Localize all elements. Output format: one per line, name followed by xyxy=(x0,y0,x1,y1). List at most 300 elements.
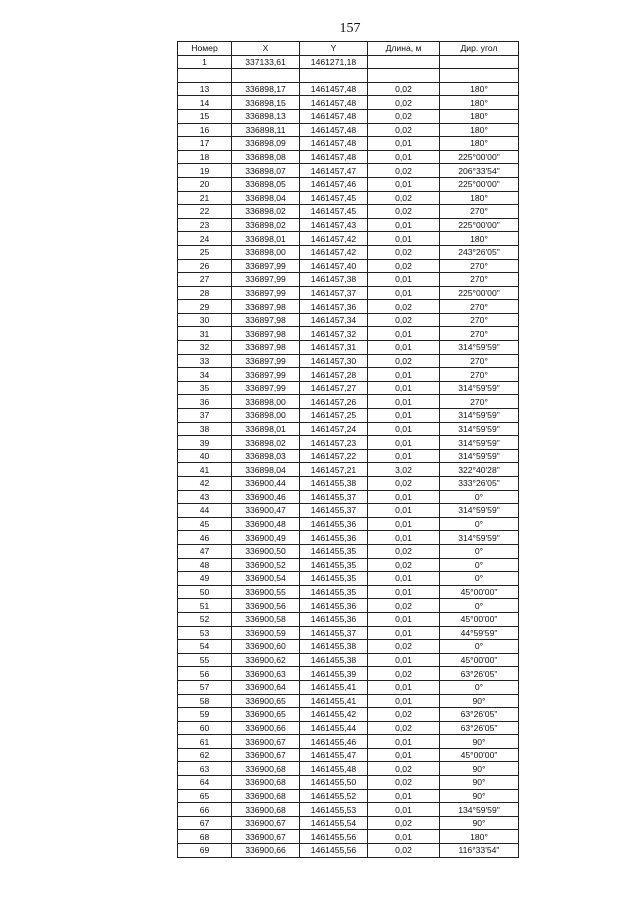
cell-length: 0,02 xyxy=(368,123,440,137)
cell-x: 336898,11 xyxy=(232,123,300,137)
cell-direction-angle: 90° xyxy=(440,694,519,708)
cell-direction-angle: 180° xyxy=(440,830,519,844)
cell-x: 336898,17 xyxy=(232,82,300,96)
cell-direction-angle: 225°00'00" xyxy=(440,150,519,164)
cell-length: 0,01 xyxy=(368,422,440,436)
cell-x: 336898,08 xyxy=(232,150,300,164)
cell-x: 336897,98 xyxy=(232,300,300,314)
cell-y: 1461457,38 xyxy=(300,273,368,287)
cell-number: 43 xyxy=(178,490,232,504)
cell-x: 336900,66 xyxy=(232,844,300,858)
cell-y: 1461455,48 xyxy=(300,762,368,776)
cell-x: 336898,01 xyxy=(232,232,300,246)
cell-direction-angle: 270° xyxy=(440,273,519,287)
cell-length: 0,02 xyxy=(368,762,440,776)
cell-direction-angle: 180° xyxy=(440,137,519,151)
cell-y: 1461457,23 xyxy=(300,436,368,450)
cell-y: 1461455,38 xyxy=(300,653,368,667)
cell-x: 336900,67 xyxy=(232,816,300,830)
cell-direction-angle: 206°33'54" xyxy=(440,164,519,178)
cell-number: 19 xyxy=(178,164,232,178)
cell-x: 336898,04 xyxy=(232,463,300,477)
cell-x: 336897,99 xyxy=(232,286,300,300)
cell-y: 1461455,37 xyxy=(300,504,368,518)
cell-length: 0,01 xyxy=(368,748,440,762)
cell-y: 1461455,37 xyxy=(300,626,368,640)
cell-length: 0,01 xyxy=(368,395,440,409)
cell-direction-angle: 270° xyxy=(440,259,519,273)
cell-length: 0,01 xyxy=(368,409,440,423)
cell-direction-angle: 180° xyxy=(440,191,519,205)
table-row xyxy=(178,422,519,436)
table-row xyxy=(178,830,519,844)
cell-x: 336900,58 xyxy=(232,612,300,626)
cell-direction-angle: 270° xyxy=(440,205,519,219)
cell-number: 14 xyxy=(178,96,232,110)
cell-x: 336900,55 xyxy=(232,585,300,599)
cell-x: 336900,44 xyxy=(232,477,300,491)
cell-direction-angle: 243°26'05" xyxy=(440,245,519,259)
cell-x: 336900,59 xyxy=(232,626,300,640)
header-number: Номер xyxy=(178,42,232,56)
cell-x: 336900,67 xyxy=(232,748,300,762)
table-row xyxy=(178,381,519,395)
cell-number: 35 xyxy=(178,381,232,395)
cell-x: 336900,48 xyxy=(232,517,300,531)
table-row xyxy=(178,191,519,205)
header-x: X xyxy=(232,42,300,56)
cell-length: 0,01 xyxy=(368,517,440,531)
table-row xyxy=(178,748,519,762)
table-row xyxy=(178,694,519,708)
cell-y: 1461457,34 xyxy=(300,313,368,327)
cell-direction-angle: 270° xyxy=(440,300,519,314)
cell-length: 0,02 xyxy=(368,205,440,219)
cell-number: 40 xyxy=(178,449,232,463)
table-row xyxy=(178,368,519,382)
cell-number: 46 xyxy=(178,531,232,545)
coordinates-table xyxy=(177,41,519,858)
cell-y: 1461457,43 xyxy=(300,218,368,232)
cell-y: 1461457,48 xyxy=(300,150,368,164)
cell-y: 1461271,18 xyxy=(300,55,368,69)
cell-y: 1461457,28 xyxy=(300,368,368,382)
cell-length: 0,02 xyxy=(368,191,440,205)
table-row xyxy=(178,626,519,640)
cell-length: 0,02 xyxy=(368,245,440,259)
table-row xyxy=(178,354,519,368)
table-row xyxy=(178,477,519,491)
cell-number: 36 xyxy=(178,395,232,409)
table-row xyxy=(178,300,519,314)
cell-y: 1461457,27 xyxy=(300,381,368,395)
cell-direction-angle: 0° xyxy=(440,544,519,558)
cell-x: 336897,99 xyxy=(232,259,300,273)
cell-length: 0,02 xyxy=(368,354,440,368)
table-row xyxy=(178,123,519,137)
cell-number: 18 xyxy=(178,150,232,164)
cell-length: 0,02 xyxy=(368,776,440,790)
cell-number: 66 xyxy=(178,803,232,817)
cell-y: 1461455,54 xyxy=(300,816,368,830)
cell-direction-angle: 225°00'00" xyxy=(440,218,519,232)
cell-x: 336897,99 xyxy=(232,368,300,382)
cell-direction-angle xyxy=(440,55,519,69)
cell-number: 56 xyxy=(178,667,232,681)
table-row xyxy=(178,137,519,151)
cell-x: 336900,65 xyxy=(232,708,300,722)
cell-number: 53 xyxy=(178,626,232,640)
cell-y: 1461457,48 xyxy=(300,123,368,137)
table-row xyxy=(178,803,519,817)
table-row xyxy=(178,640,519,654)
cell-direction-angle: 270° xyxy=(440,354,519,368)
cell-direction-angle: 45°00'00" xyxy=(440,748,519,762)
cell-length: 0,01 xyxy=(368,381,440,395)
cell-x: 336898,02 xyxy=(232,436,300,450)
cell-number: 16 xyxy=(178,123,232,137)
cell-number: 27 xyxy=(178,273,232,287)
table-row xyxy=(178,599,519,613)
cell-length: 0,01 xyxy=(368,327,440,341)
cell-length: 0,01 xyxy=(368,449,440,463)
table-row xyxy=(178,273,519,287)
cell-number xyxy=(178,69,232,83)
cell-length: 0,01 xyxy=(368,789,440,803)
cell-number: 44 xyxy=(178,504,232,518)
cell-number: 24 xyxy=(178,232,232,246)
table-row xyxy=(178,544,519,558)
cell-length: 0,01 xyxy=(368,150,440,164)
cell-length: 0,01 xyxy=(368,273,440,287)
cell-y: 1461455,38 xyxy=(300,640,368,654)
cell-length: 0,02 xyxy=(368,640,440,654)
cell-x: 336900,67 xyxy=(232,735,300,749)
cell-number: 42 xyxy=(178,477,232,491)
cell-y: 1461455,42 xyxy=(300,708,368,722)
cell-x: 336898,02 xyxy=(232,205,300,219)
table-row xyxy=(178,585,519,599)
cell-number: 28 xyxy=(178,286,232,300)
table-row xyxy=(178,721,519,735)
cell-length: 3,02 xyxy=(368,463,440,477)
cell-direction-angle: 270° xyxy=(440,368,519,382)
table-row xyxy=(178,490,519,504)
cell-y: 1461455,50 xyxy=(300,776,368,790)
cell-x xyxy=(232,69,300,83)
cell-number: 39 xyxy=(178,436,232,450)
cell-length: 0,01 xyxy=(368,531,440,545)
table-row xyxy=(178,150,519,164)
cell-y: 1461455,52 xyxy=(300,789,368,803)
cell-direction-angle: 314°59'59" xyxy=(440,409,519,423)
cell-y: 1461457,25 xyxy=(300,409,368,423)
table-row xyxy=(178,653,519,667)
cell-y: 1461455,56 xyxy=(300,830,368,844)
cell-direction-angle: 116°33'54" xyxy=(440,844,519,858)
cell-length: 0,01 xyxy=(368,680,440,694)
table-row xyxy=(178,55,519,69)
cell-y: 1461455,36 xyxy=(300,599,368,613)
cell-direction-angle: 90° xyxy=(440,776,519,790)
table-row xyxy=(178,313,519,327)
cell-number: 51 xyxy=(178,599,232,613)
cell-number: 17 xyxy=(178,137,232,151)
cell-x: 336898,00 xyxy=(232,245,300,259)
table-row xyxy=(178,205,519,219)
cell-length: 0,01 xyxy=(368,232,440,246)
cell-length: 0,02 xyxy=(368,721,440,735)
cell-number: 34 xyxy=(178,368,232,382)
cell-direction-angle: 314°59'59" xyxy=(440,422,519,436)
table-row xyxy=(178,436,519,450)
cell-length: 0,01 xyxy=(368,218,440,232)
table-row xyxy=(178,558,519,572)
table-row xyxy=(178,667,519,681)
cell-direction-angle: 333°26'05" xyxy=(440,477,519,491)
cell-length: 0,02 xyxy=(368,544,440,558)
cell-y: 1461457,42 xyxy=(300,245,368,259)
cell-number: 62 xyxy=(178,748,232,762)
cell-length: 0,02 xyxy=(368,96,440,110)
cell-x: 336898,03 xyxy=(232,449,300,463)
cell-y: 1461457,22 xyxy=(300,449,368,463)
table-row xyxy=(178,816,519,830)
cell-x: 336900,47 xyxy=(232,504,300,518)
cell-direction-angle: 314°59'59" xyxy=(440,436,519,450)
cell-length: 0,01 xyxy=(368,572,440,586)
cell-direction-angle: 322°40'28" xyxy=(440,463,519,477)
table-row xyxy=(178,109,519,123)
cell-direction-angle: 45°00'00" xyxy=(440,612,519,626)
cell-direction-angle: 0° xyxy=(440,640,519,654)
cell-y: 1461455,56 xyxy=(300,844,368,858)
cell-x: 336897,99 xyxy=(232,354,300,368)
cell-length: 0,01 xyxy=(368,626,440,640)
cell-length xyxy=(368,55,440,69)
cell-length: 0,02 xyxy=(368,558,440,572)
cell-number: 52 xyxy=(178,612,232,626)
cell-direction-angle: 90° xyxy=(440,735,519,749)
cell-length: 0,02 xyxy=(368,300,440,314)
table-row xyxy=(178,164,519,178)
cell-direction-angle: 314°59'59" xyxy=(440,504,519,518)
cell-number: 45 xyxy=(178,517,232,531)
cell-number: 15 xyxy=(178,109,232,123)
cell-length: 0,02 xyxy=(368,477,440,491)
cell-direction-angle: 225°00'00" xyxy=(440,286,519,300)
cell-number: 65 xyxy=(178,789,232,803)
table-row xyxy=(178,531,519,545)
cell-direction-angle: 90° xyxy=(440,789,519,803)
cell-y: 1461457,47 xyxy=(300,164,368,178)
cell-y: 1461457,48 xyxy=(300,109,368,123)
cell-y: 1461457,48 xyxy=(300,137,368,151)
cell-direction-angle: 270° xyxy=(440,327,519,341)
cell-direction-angle: 90° xyxy=(440,816,519,830)
cell-x: 336897,98 xyxy=(232,341,300,355)
table-row xyxy=(178,218,519,232)
table-row xyxy=(178,82,519,96)
cell-x: 336900,68 xyxy=(232,803,300,817)
cell-number: 47 xyxy=(178,544,232,558)
cell-direction-angle: 180° xyxy=(440,96,519,110)
cell-x: 336900,60 xyxy=(232,640,300,654)
table-row xyxy=(178,517,519,531)
table-row xyxy=(178,789,519,803)
cell-number: 59 xyxy=(178,708,232,722)
table-row xyxy=(178,69,519,83)
cell-x: 336897,98 xyxy=(232,327,300,341)
cell-length: 0,01 xyxy=(368,612,440,626)
cell-number: 50 xyxy=(178,585,232,599)
cell-number: 49 xyxy=(178,572,232,586)
cell-y: 1461457,21 xyxy=(300,463,368,477)
table-row xyxy=(178,245,519,259)
cell-number: 23 xyxy=(178,218,232,232)
cell-number: 20 xyxy=(178,177,232,191)
cell-length: 0,02 xyxy=(368,259,440,273)
cell-number: 55 xyxy=(178,653,232,667)
cell-x: 336900,68 xyxy=(232,789,300,803)
cell-number: 68 xyxy=(178,830,232,844)
cell-length xyxy=(368,69,440,83)
cell-direction-angle: 314°59'59" xyxy=(440,531,519,545)
cell-y xyxy=(300,69,368,83)
cell-number: 61 xyxy=(178,735,232,749)
cell-x: 336900,62 xyxy=(232,653,300,667)
cell-y: 1461457,46 xyxy=(300,177,368,191)
cell-number: 26 xyxy=(178,259,232,273)
cell-number: 22 xyxy=(178,205,232,219)
cell-x: 336898,09 xyxy=(232,137,300,151)
cell-length: 0,01 xyxy=(368,585,440,599)
cell-y: 1461455,41 xyxy=(300,694,368,708)
cell-length: 0,01 xyxy=(368,341,440,355)
cell-length: 0,01 xyxy=(368,137,440,151)
cell-number: 60 xyxy=(178,721,232,735)
cell-y: 1461457,36 xyxy=(300,300,368,314)
cell-number: 25 xyxy=(178,245,232,259)
cell-y: 1461455,39 xyxy=(300,667,368,681)
cell-y: 1461457,37 xyxy=(300,286,368,300)
cell-number: 41 xyxy=(178,463,232,477)
cell-direction-angle: 225°00'00" xyxy=(440,177,519,191)
table-row xyxy=(178,776,519,790)
table-row xyxy=(178,449,519,463)
cell-x: 336897,98 xyxy=(232,313,300,327)
cell-y: 1461457,24 xyxy=(300,422,368,436)
cell-length: 0,02 xyxy=(368,313,440,327)
cell-number: 38 xyxy=(178,422,232,436)
cell-direction-angle: 0° xyxy=(440,599,519,613)
table-row xyxy=(178,341,519,355)
cell-direction-angle: 180° xyxy=(440,109,519,123)
cell-direction-angle: 180° xyxy=(440,232,519,246)
cell-direction-angle: 270° xyxy=(440,313,519,327)
cell-direction-angle xyxy=(440,69,519,83)
cell-x: 336897,99 xyxy=(232,381,300,395)
table-row xyxy=(178,395,519,409)
cell-x: 336900,68 xyxy=(232,776,300,790)
cell-direction-angle: 270° xyxy=(440,395,519,409)
table-row xyxy=(178,232,519,246)
cell-length: 0,01 xyxy=(368,490,440,504)
cell-direction-angle: 0° xyxy=(440,680,519,694)
cell-direction-angle: 180° xyxy=(440,82,519,96)
cell-y: 1461455,35 xyxy=(300,585,368,599)
cell-x: 336900,66 xyxy=(232,721,300,735)
cell-length: 0,01 xyxy=(368,830,440,844)
cell-x: 337133,61 xyxy=(232,55,300,69)
cell-direction-angle: 63°26'05" xyxy=(440,667,519,681)
cell-length: 0,02 xyxy=(368,708,440,722)
cell-y: 1461455,41 xyxy=(300,680,368,694)
cell-y: 1461455,46 xyxy=(300,735,368,749)
cell-y: 1461455,44 xyxy=(300,721,368,735)
cell-direction-angle: 0° xyxy=(440,517,519,531)
cell-y: 1461457,48 xyxy=(300,96,368,110)
header-direction-angle: Дир. угол xyxy=(440,42,519,56)
cell-length: 0,02 xyxy=(368,164,440,178)
cell-number: 32 xyxy=(178,341,232,355)
cell-number: 1 xyxy=(178,55,232,69)
table-row xyxy=(178,259,519,273)
cell-x: 336898,01 xyxy=(232,422,300,436)
table-row xyxy=(178,286,519,300)
cell-y: 1461457,45 xyxy=(300,205,368,219)
cell-length: 0,02 xyxy=(368,109,440,123)
cell-length: 0,02 xyxy=(368,844,440,858)
cell-number: 21 xyxy=(178,191,232,205)
cell-y: 1461457,30 xyxy=(300,354,368,368)
page-number: 157 xyxy=(339,21,361,36)
cell-x: 336898,00 xyxy=(232,409,300,423)
cell-number: 58 xyxy=(178,694,232,708)
table-row xyxy=(178,708,519,722)
cell-length: 0,01 xyxy=(368,694,440,708)
header-length: Длина, м xyxy=(368,42,440,56)
cell-number: 69 xyxy=(178,844,232,858)
cell-x: 336900,64 xyxy=(232,680,300,694)
cell-x: 336900,52 xyxy=(232,558,300,572)
cell-y: 1461455,35 xyxy=(300,544,368,558)
cell-x: 336898,07 xyxy=(232,164,300,178)
cell-y: 1461455,38 xyxy=(300,477,368,491)
cell-number: 33 xyxy=(178,354,232,368)
cell-number: 31 xyxy=(178,327,232,341)
cell-x: 336900,56 xyxy=(232,599,300,613)
cell-x: 336897,99 xyxy=(232,273,300,287)
cell-direction-angle: 0° xyxy=(440,558,519,572)
cell-direction-angle: 314°59'59" xyxy=(440,381,519,395)
cell-length: 0,01 xyxy=(368,286,440,300)
cell-direction-angle: 134°59'59" xyxy=(440,803,519,817)
cell-y: 1461455,35 xyxy=(300,558,368,572)
cell-y: 1461457,45 xyxy=(300,191,368,205)
cell-y: 1461455,36 xyxy=(300,517,368,531)
cell-y: 1461457,48 xyxy=(300,82,368,96)
table-row xyxy=(178,735,519,749)
cell-length: 0,01 xyxy=(368,653,440,667)
cell-direction-angle: 314°59'59" xyxy=(440,449,519,463)
cell-number: 54 xyxy=(178,640,232,654)
table-row xyxy=(178,409,519,423)
cell-y: 1461455,36 xyxy=(300,612,368,626)
cell-length: 0,01 xyxy=(368,436,440,450)
cell-x: 336900,54 xyxy=(232,572,300,586)
cell-length: 0,02 xyxy=(368,599,440,613)
